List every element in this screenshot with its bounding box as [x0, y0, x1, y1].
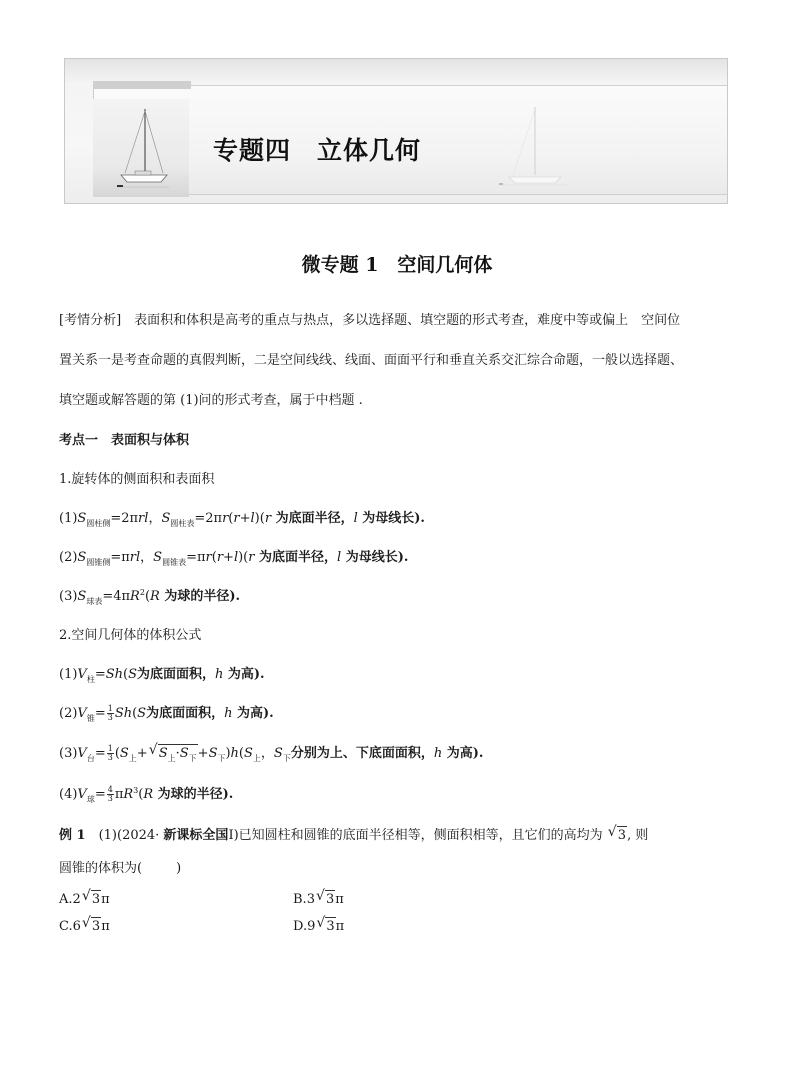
- formula-index: (1): [59, 511, 78, 526]
- subscript: 圆锥侧: [86, 558, 111, 567]
- symbol-s: S: [77, 589, 87, 604]
- dot: ·: [175, 746, 180, 761]
- paren: (: [238, 746, 244, 761]
- fraction: [107, 705, 114, 722]
- subscript: 台: [86, 754, 95, 763]
- example-text: Ⅰ)已知圆柱和圆锥的底面半径相等，侧面积相等，且它们的高均为: [228, 828, 607, 843]
- subscript: 下: [217, 754, 226, 763]
- superscript: 2: [139, 588, 145, 597]
- square-root: [90, 917, 101, 936]
- symbol-s: S: [161, 511, 171, 526]
- symbol-s: S: [77, 550, 87, 565]
- formula-note: 为底面半径，: [254, 550, 338, 565]
- symbol-sh: Sh: [114, 706, 133, 721]
- analysis-line-1: [59, 312, 680, 330]
- symbol-s: S: [119, 746, 129, 761]
- comma: ，: [260, 746, 274, 761]
- denominator: 3: [107, 794, 113, 803]
- formula-note: 为底面半径，: [271, 511, 354, 526]
- symbol-s: S: [137, 706, 147, 721]
- paren: (: [114, 746, 120, 761]
- denominator: 3: [107, 753, 113, 762]
- example-line-1: [59, 826, 648, 845]
- paren: (: [132, 706, 138, 721]
- subscript: 圆柱表: [170, 519, 195, 528]
- faded-sailboat-icon: [497, 99, 567, 189]
- symbol-r-cap: R: [150, 589, 160, 604]
- symbol-v: V: [77, 787, 87, 802]
- radicand: √ 3: [617, 826, 627, 845]
- formula-prism-volume: [59, 666, 265, 685]
- symbol-h: h: [230, 746, 239, 761]
- radicand: √ 3: [91, 917, 101, 936]
- topic-heading: 微专题 1 空间几何体: [301, 254, 493, 276]
- analysis-line-2: 置关系一是考查命题的真假判断，二是空间线线、线面、面面平行和垂直关系交汇综合命题，一般以选择题、: [59, 353, 684, 368]
- formula-index: (2): [59, 706, 78, 721]
- option-coef: 3: [306, 892, 315, 907]
- subscript: 下: [282, 754, 291, 763]
- example-text: 圆锥的体积为(: [59, 861, 143, 876]
- symbol-sh: Sh: [105, 667, 123, 682]
- symbol-h: h: [224, 706, 233, 721]
- pi: π: [101, 919, 110, 934]
- subscript: 球表: [86, 597, 103, 606]
- symbol-v: V: [77, 746, 87, 761]
- option-c[interactable]: [59, 917, 110, 936]
- radicand: [158, 744, 198, 764]
- comma: ，: [148, 511, 162, 526]
- chapter-banner: [64, 58, 728, 204]
- paren: (: [138, 787, 144, 802]
- paren: ): [225, 746, 231, 761]
- paren: (: [144, 589, 151, 604]
- fraction: [107, 745, 114, 762]
- option-label: A.: [59, 892, 73, 907]
- equals: =: [94, 667, 106, 682]
- subsection-title-1: 1.旋转体的侧面积和表面积: [59, 472, 215, 487]
- example-line-2: [59, 860, 181, 878]
- formula-note: 为母线长).: [341, 550, 409, 565]
- analysis-label: [考情分析]: [59, 313, 122, 328]
- formula-note: 为底面面积，: [136, 667, 215, 682]
- symbol-s: S: [244, 746, 253, 761]
- symbol-s: S: [158, 746, 168, 761]
- numerator: 1: [107, 704, 113, 713]
- symbol-l: l: [233, 550, 239, 565]
- formula-sphere-surface: [59, 588, 240, 607]
- square-root: [324, 917, 335, 936]
- pi: π: [335, 919, 345, 934]
- formula-expr: =π: [186, 550, 206, 565]
- chapter-title: 专题四 立体几何: [213, 136, 422, 165]
- square-root: [157, 744, 198, 764]
- analysis-line-3: 填空题或解答题的第 (1)问的形式考查，属于中档题 .: [59, 393, 363, 408]
- paren: (: [123, 667, 129, 682]
- symbol-l: l: [144, 511, 149, 526]
- option-label: C.: [59, 919, 73, 934]
- option-coef: 6: [72, 919, 81, 934]
- banner-sailboat-photo: [93, 99, 189, 197]
- plus: +: [197, 746, 209, 761]
- option-label: B.: [293, 892, 307, 907]
- radicand: √ 3: [325, 890, 335, 909]
- subscript: 上: [167, 754, 176, 763]
- plus: +: [239, 511, 251, 526]
- fraction: [107, 786, 114, 803]
- symbol-s: S: [153, 550, 163, 565]
- subscript: 柱: [86, 675, 95, 684]
- symbol-l: l: [250, 511, 255, 526]
- formula-expr: =π: [110, 550, 130, 565]
- square-root: [324, 890, 335, 909]
- formula-sphere-volume: [59, 786, 233, 805]
- subscript: 球: [86, 795, 95, 804]
- equals: =: [94, 706, 106, 721]
- symbol-h: h: [433, 746, 443, 761]
- formula-index: (4): [59, 787, 78, 802]
- symbol-r-cap: R: [143, 787, 154, 802]
- subsection-title-2: 2.空间几何体的体积公式: [59, 628, 202, 643]
- numerator: 4: [107, 785, 113, 794]
- option-label: D.: [293, 919, 308, 934]
- symbol-s: S: [208, 746, 218, 761]
- symbol-l: l: [135, 550, 141, 565]
- symbol-r: r: [222, 511, 229, 526]
- formula-note: 为球的半径).: [159, 589, 241, 604]
- square-root: [616, 826, 627, 845]
- option-coef: 9: [307, 919, 316, 934]
- subscript: 下: [188, 754, 197, 763]
- symbol-r: r: [248, 550, 255, 565]
- symbol-s: S: [128, 667, 137, 682]
- symbol-r: r: [233, 511, 240, 526]
- symbol-r: r: [205, 550, 212, 565]
- formula-pyramid-volume: [59, 705, 274, 724]
- formula-note: 为母线长).: [357, 511, 425, 526]
- section-title: 考点一 表面积与体积: [59, 433, 190, 448]
- formula-index: (1): [59, 667, 78, 682]
- example-label: 例 1: [59, 828, 86, 843]
- formula-cone: [59, 549, 408, 568]
- formula-note: 为高).: [223, 667, 265, 682]
- symbol-h: h: [215, 667, 224, 682]
- numerator: 1: [107, 744, 113, 753]
- subscript: 圆柱侧: [86, 519, 111, 528]
- formula-frustum-volume: [59, 744, 483, 764]
- denominator: 3: [107, 713, 113, 722]
- formula-index: (2): [59, 550, 78, 565]
- comma: ，: [140, 550, 154, 565]
- formula-note: 为球的半径).: [153, 787, 234, 802]
- radicand: √ 3: [325, 917, 335, 936]
- symbol-s: S: [77, 511, 87, 526]
- sailboat-icon: [111, 103, 171, 193]
- symbol-l: l: [353, 511, 358, 526]
- formula-index: (3): [59, 746, 78, 761]
- option-coef: 2: [72, 892, 81, 907]
- option-a[interactable]: [59, 890, 110, 909]
- formula-index: (3): [59, 589, 78, 604]
- equals: =: [94, 746, 106, 761]
- subscript: 上: [252, 754, 261, 763]
- symbol-r-cap: R: [130, 589, 140, 604]
- pi: π: [101, 892, 110, 907]
- symbol-r: r: [129, 550, 136, 565]
- subscript: 锥: [86, 714, 95, 723]
- plus: +: [136, 746, 148, 761]
- example-text: , 则: [627, 828, 649, 843]
- subscript: 上: [128, 754, 137, 763]
- symbol-l: l: [337, 550, 342, 565]
- symbol-s: S: [273, 746, 283, 761]
- example-text: ): [176, 861, 182, 876]
- formula-expr: =4π: [102, 589, 131, 604]
- pi: π: [114, 787, 124, 802]
- formula-note: 为高).: [442, 746, 484, 761]
- pi: π: [335, 892, 344, 907]
- plus: +: [223, 550, 234, 565]
- analysis-text-1: 表面积和体积是高考的重点与热点，多以选择题、填空题的形式考查，难度中等或偏上 空间位: [121, 313, 681, 328]
- banner-gray-bar: [93, 81, 191, 89]
- paren: (: [211, 550, 217, 565]
- symbol-r: r: [138, 511, 145, 526]
- radicand: √ 3: [91, 890, 101, 909]
- symbol-v: V: [77, 706, 87, 721]
- example-source: 新课标全国: [163, 828, 229, 843]
- symbol-v: V: [77, 667, 87, 682]
- formula-cylinder: [59, 510, 425, 529]
- formula-note: 为底面面积，: [146, 706, 225, 721]
- paren: (: [228, 511, 234, 526]
- subscript: 圆锥表: [162, 558, 187, 567]
- formula-expr: =2π: [110, 511, 139, 526]
- formula-note: 分别为上、下底面面积，: [290, 746, 434, 761]
- example-text: (1)(2024·: [85, 828, 164, 843]
- square-root: [90, 890, 101, 909]
- equals: =: [94, 787, 106, 802]
- symbol-r: r: [264, 511, 272, 526]
- paren: )(: [254, 511, 265, 526]
- paren: )(: [238, 550, 249, 565]
- formula-note: 为高).: [232, 706, 274, 721]
- superscript: 3: [133, 786, 139, 795]
- symbol-s: S: [179, 746, 189, 761]
- option-b[interactable]: [293, 890, 344, 909]
- formula-expr: =2π: [194, 511, 223, 526]
- symbol-r: r: [216, 550, 224, 565]
- option-d[interactable]: [293, 917, 344, 936]
- symbol-r-cap: R: [123, 787, 134, 802]
